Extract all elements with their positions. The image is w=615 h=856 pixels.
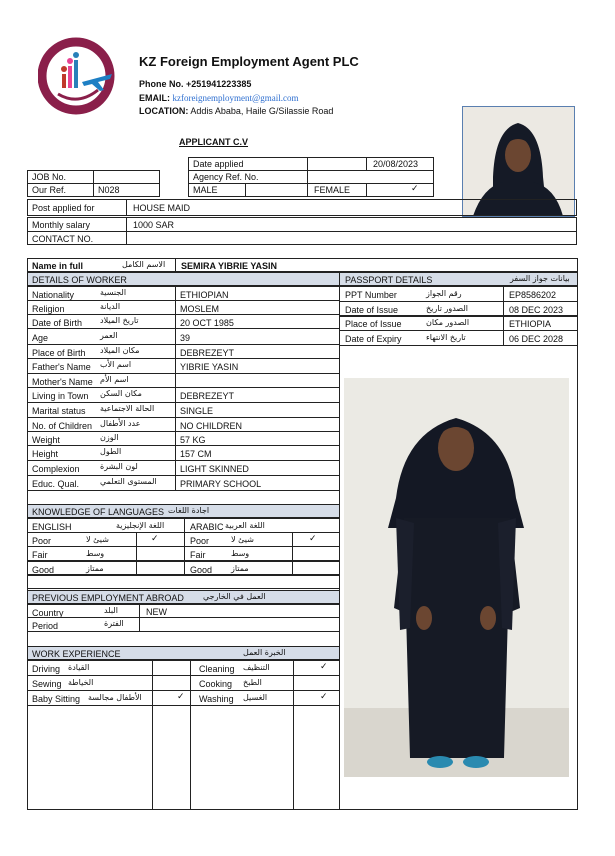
experience-skill-cell <box>190 675 294 691</box>
job-no-label-cell <box>27 170 94 184</box>
name-label: Name in full <box>32 261 84 271</box>
worker-label-cell <box>27 373 176 388</box>
date-applied-empty-cell <box>307 157 367 171</box>
phone-value: +251941223385 <box>186 79 252 89</box>
arabic-check-icon: ✓ <box>309 534 317 544</box>
worker-field-value: LIGHT SKINNED <box>180 464 249 474</box>
passport-label-cell <box>339 315 504 331</box>
period-label-cell <box>27 617 140 632</box>
worker-field-value: MOSLEM <box>180 304 220 314</box>
worker-field-label-ar: مكان الميلاد <box>100 346 140 355</box>
country-label: Country <box>32 608 64 618</box>
location-line <box>139 107 333 116</box>
worker-value-cell <box>175 373 340 388</box>
worker-label-cell <box>27 417 176 432</box>
worker-value-cell <box>175 328 340 345</box>
worker-field-label: Nationality <box>32 290 75 300</box>
date-applied-label-cell <box>188 157 308 171</box>
arabic-level-label-ar: وسط <box>231 549 250 558</box>
experience-check-icon: ✓ <box>177 692 185 702</box>
salary-value-cell <box>126 217 577 232</box>
english-header-cell <box>27 518 185 533</box>
worker-field-label-ar: عدد الأطفال <box>100 419 141 428</box>
applicant-full-body-photo <box>344 378 569 777</box>
languages-header <box>27 504 340 518</box>
experience-skill-label: Cooking <box>199 679 233 689</box>
experience-skill-cell <box>190 660 294 676</box>
period-value-cell <box>139 617 340 632</box>
phone-line <box>139 80 251 89</box>
worker-field-label: Marital status <box>32 406 86 416</box>
worker-field-label: Place of Birth <box>32 348 86 358</box>
languages-header-label: KNOWLEDGE OF LANGUAGES <box>32 507 165 517</box>
worker-label-cell <box>27 387 176 403</box>
passport-header-label-ar: بيانات جواز السفر <box>510 274 570 283</box>
experience-check-icon: ✓ <box>320 662 328 672</box>
worker-label-cell <box>27 344 176 359</box>
languages-header-label-ar: اجادة اللغات <box>168 506 210 515</box>
worker-field-label: Height <box>32 449 59 459</box>
date-applied-label: Date applied <box>193 159 244 169</box>
worker-label-cell <box>27 445 176 461</box>
experience-check-cell <box>152 690 191 706</box>
period-label-ar: الفترة <box>104 619 124 628</box>
name-value-cell <box>175 258 578 272</box>
experience-check-cell <box>152 675 191 691</box>
passport-field-value: EP8586202 <box>509 290 557 300</box>
worker-label-cell <box>27 475 176 491</box>
salary-label: Monthly salary <box>32 220 91 230</box>
our-ref-value: N028 <box>98 185 120 195</box>
abroad-header-label: PREVIOUS EMPLOYMENT ABROAD <box>32 593 184 603</box>
worker-label-cell <box>27 286 176 301</box>
post-value-cell <box>126 199 577 216</box>
email-link[interactable]: kzforeignemployment@gmail.com <box>172 93 299 103</box>
agency-logo <box>38 36 118 118</box>
agency-ref-label: Agency Ref. No. <box>193 172 259 182</box>
passport-value-cell <box>503 315 578 331</box>
experience-check-cell <box>293 675 340 691</box>
exp-col-line-2 <box>190 660 191 810</box>
female-label: FEMALE <box>314 185 351 195</box>
experience-check-cell <box>293 690 340 706</box>
worker-value-cell <box>175 460 340 476</box>
exp-col-line-1 <box>152 660 153 810</box>
english-level-label-ar: ممتاز <box>86 564 104 573</box>
passport-field-value: 06 DEC 2028 <box>509 334 564 344</box>
worker-header <box>27 272 340 286</box>
experience-skill-label-ar: الخياطة <box>68 678 94 687</box>
english-level-cell <box>27 532 137 547</box>
our-ref-label-cell <box>27 183 94 197</box>
worker-field-label: Mother's Name <box>32 377 93 387</box>
post-label-cell <box>27 199 127 216</box>
experience-skill-cell <box>27 660 153 676</box>
date-applied-value: 20/08/2023 <box>373 159 419 169</box>
location-value: Addis Ababa, Haile G/Silassie Road <box>190 106 334 116</box>
experience-skill-label: Driving <box>32 664 61 674</box>
period-label: Period <box>32 621 59 631</box>
cv-title: APPLICANT C.V <box>179 137 249 147</box>
worker-value-cell <box>175 475 340 491</box>
passport-field-label-ar: رقم الجواز <box>426 289 462 298</box>
abroad-header <box>27 590 340 604</box>
worker-value-cell <box>175 402 340 418</box>
passport-field-label: Date of Issue <box>345 305 399 315</box>
worker-field-label: Date of Birth <box>32 318 83 328</box>
english-level-label: Poor <box>32 536 52 546</box>
experience-skill-label: Washing <box>199 694 234 704</box>
english-level-check-cell <box>136 532 185 547</box>
country-value-cell <box>139 604 340 618</box>
experience-skill-cell <box>190 690 294 706</box>
worker-value-cell <box>175 417 340 432</box>
worker-label-cell <box>27 314 176 329</box>
male-check-cell <box>245 183 308 197</box>
passport-field-value: 08 DEC 2023 <box>509 305 564 315</box>
passport-field-label-ar: الصدور مكان <box>426 318 470 327</box>
english-check-icon: ✓ <box>151 534 159 544</box>
arabic-level-label: Fair <box>190 550 206 560</box>
worker-field-label-ar: الطول <box>100 447 122 456</box>
worker-field-value: 20 OCT 1985 <box>180 318 234 328</box>
experience-skill-label: Cleaning <box>199 664 235 674</box>
worker-field-label-ar: الحالة الاجتماعية <box>100 404 155 413</box>
english-level-label: Good <box>32 565 55 575</box>
arabic-level-check-cell <box>292 532 340 547</box>
arabic-level-label-ar: شيئ لا <box>231 535 254 544</box>
experience-check-cell <box>293 660 340 676</box>
worker-value-cell <box>175 358 340 374</box>
contact-label-cell <box>27 231 127 245</box>
passport-field-label: Place of Issue <box>345 319 402 329</box>
worker-field-value: NO CHILDREN <box>180 421 243 431</box>
full-body-figure-icon <box>344 378 569 777</box>
experience-header-label-ar: الخبرة العمل <box>243 648 286 657</box>
experience-skill-label-ar: الأطفال مجالسة <box>88 693 142 702</box>
job-no-label: JOB No. <box>32 172 67 182</box>
experience-skill-label: Baby Sitting <box>32 694 81 704</box>
job-no-value-cell <box>93 170 160 184</box>
worker-field-label-ar: اسم الأب <box>100 360 132 369</box>
worker-field-label: Living in Town <box>32 391 89 401</box>
experience-check-icon: ✓ <box>320 692 328 702</box>
arabic-level-label: Good <box>190 565 213 575</box>
worker-field-value: DEBREZEYT <box>180 391 235 401</box>
country-label-cell <box>27 604 140 618</box>
passport-header <box>339 272 578 286</box>
passport-field-value: ETHIOPIA <box>509 319 552 329</box>
contact-value-cell <box>126 231 577 245</box>
experience-header <box>27 646 340 660</box>
languages-spacer-row <box>27 574 340 589</box>
english-level-label-ar: شيئ لا <box>86 535 109 544</box>
passport-label-cell <box>339 330 504 346</box>
worker-value-cell <box>175 344 340 359</box>
worker-field-label-ar: الوزن <box>100 433 119 442</box>
worker-field-label: No. of Children <box>32 421 93 431</box>
arabic-level-label-ar: ممتاز <box>231 564 249 573</box>
worker-label-cell <box>27 460 176 476</box>
salary-label-cell <box>27 217 127 232</box>
country-label-ar: البلد <box>104 606 118 615</box>
agency-ref-value-cell <box>307 170 434 184</box>
arabic-header-cell <box>184 518 340 533</box>
worker-value-cell <box>175 314 340 329</box>
female-check-cell <box>366 183 434 197</box>
worker-label-cell <box>27 431 176 446</box>
worker-field-label: Complexion <box>32 464 80 474</box>
worker-field-label: Religion <box>32 304 65 314</box>
english-level-label-ar: وسط <box>86 549 105 558</box>
worker-field-value: SINGLE <box>180 406 214 416</box>
worker-value-cell <box>175 300 340 315</box>
passport-value-cell <box>503 330 578 346</box>
experience-skill-cell <box>27 675 153 691</box>
worker-field-value: PRIMARY SCHOOL <box>180 479 262 489</box>
company-name: KZ Foreign Employment Agent PLC <box>139 54 359 69</box>
experience-check-cell <box>152 660 191 676</box>
english-label-ar: اللغة الإنجليزية <box>116 521 165 530</box>
passport-value-cell <box>503 286 578 302</box>
passport-field-label-ar: الصدور تاريخ <box>426 304 468 313</box>
worker-value-cell <box>175 445 340 461</box>
worker-field-value: ETHIOPIAN <box>180 290 229 300</box>
english-level-label: Fair <box>32 550 48 560</box>
experience-skill-label-ar: الطبخ <box>243 678 262 687</box>
worker-field-value: DEBREZEYT <box>180 348 235 358</box>
male-label-cell <box>188 183 246 197</box>
passport-header-label: PASSPORT DETAILS <box>345 275 433 285</box>
english-label: ENGLISH <box>32 522 72 532</box>
name-label-cell <box>27 258 176 272</box>
male-label: MALE <box>193 185 218 195</box>
country-value: NEW <box>146 607 167 617</box>
agency-ref-label-cell <box>188 170 308 184</box>
female-check-icon: ✓ <box>411 184 419 194</box>
worker-field-label-ar: الديانة <box>100 302 121 311</box>
worker-field-label-ar: تاريخ الميلاد <box>100 316 139 325</box>
arabic-level-check-cell <box>292 546 340 561</box>
abroad-header-label-ar: العمل في الخارجي <box>203 592 266 601</box>
english-level-cell <box>27 546 137 561</box>
name-label-ar: الاسم الكامل <box>122 260 166 269</box>
contact-label: CONTACT NO. <box>32 234 94 244</box>
worker-value-cell <box>175 387 340 403</box>
arabic-level-label: Poor <box>190 536 210 546</box>
arabic-level-cell <box>184 532 293 547</box>
worker-field-value: 57 KG <box>180 435 206 445</box>
worker-field-value: 39 <box>180 333 191 343</box>
email-label: EMAIL: <box>139 93 170 103</box>
worker-label-cell <box>27 358 176 374</box>
worker-field-label-ar: الجنسية <box>100 288 127 297</box>
phone-label: Phone No. <box>139 79 184 89</box>
passport-field-label-ar: تاريخ الانتهاء <box>426 333 466 342</box>
experience-skill-label: Sewing <box>32 679 62 689</box>
worker-header-label: DETAILS OF WORKER <box>32 275 127 285</box>
worker-field-label: Weight <box>32 435 60 445</box>
worker-field-value: 157 CM <box>180 449 212 459</box>
arabic-label: ARABIC <box>190 522 224 532</box>
worker-field-value: YIBRIE YASIN <box>180 362 239 372</box>
worker-field-label-ar: المستوى التعلمي <box>100 477 157 486</box>
location-label: LOCATION: <box>139 106 189 116</box>
worker-field-label-ar: اسم الأم <box>100 375 129 384</box>
post-applied-label: Post applied for <box>32 203 95 213</box>
experience-skill-label-ar: الغسيل <box>243 693 268 702</box>
passport-label-cell <box>339 286 504 302</box>
email-line <box>139 94 299 103</box>
arabic-level-cell <box>184 546 293 561</box>
salary-value: 1000 SAR <box>133 220 175 230</box>
post-applied-value: HOUSE MAID <box>133 203 191 213</box>
arabic-label-ar: اللغة العربية <box>225 521 265 530</box>
experience-header-label: WORK EXPERIENCE <box>32 649 121 659</box>
experience-skill-label-ar: القيادة <box>68 663 90 672</box>
worker-field-label-ar: مكان السكن <box>100 389 142 398</box>
worker-field-label: Educ. Qual. <box>32 479 80 489</box>
passport-field-label: Date of Expiry <box>345 334 402 344</box>
english-level-check-cell <box>136 546 185 561</box>
female-label-cell <box>307 183 367 197</box>
worker-field-label: Age <box>32 333 49 343</box>
passport-field-label: PPT Number <box>345 290 397 300</box>
worker-field-label-ar: لون البشرة <box>100 462 138 471</box>
experience-skill-cell <box>27 690 153 706</box>
worker-label-cell <box>27 328 176 345</box>
date-applied-value-cell <box>366 157 434 171</box>
experience-skill-label-ar: التنظيف <box>243 663 270 672</box>
worker-label-cell <box>27 402 176 418</box>
worker-label-cell <box>27 300 176 315</box>
our-ref-label: Our Ref. <box>32 185 67 195</box>
worker-value-cell <box>175 431 340 446</box>
name-value: SEMIRA YIBRIE YASIN <box>181 261 278 271</box>
exp-col-line-3 <box>293 660 294 810</box>
our-ref-value-cell <box>93 183 160 197</box>
worker-field-label: Father's Name <box>32 362 91 372</box>
worker-field-label-ar: العمر <box>100 331 118 340</box>
worker-value-cell <box>175 286 340 301</box>
